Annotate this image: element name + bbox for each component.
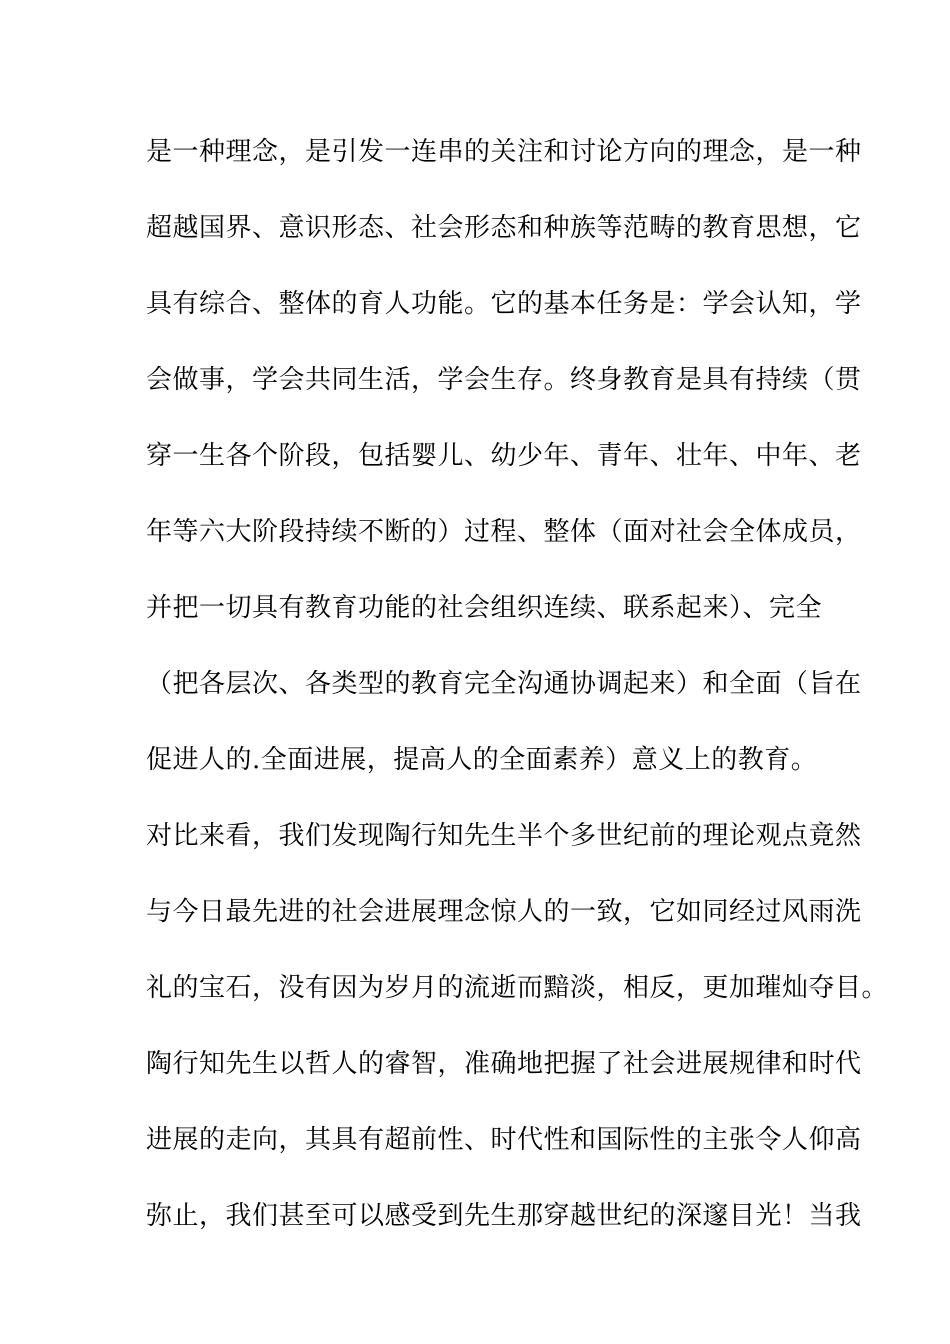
text-line: 是一种理念，是引发一连串的关注和讨论方向的理念，是一种 — [146, 137, 862, 167]
text-line: （把各层次、各类型的教育完全沟通协调起来）和全面（旨在 — [146, 669, 862, 699]
text-line: 穿一生各个阶段，包括婴儿、幼少年、青年、壮年、中年、老 — [146, 441, 862, 471]
body-text — [146, 132, 889, 1272]
text-line: 陶行知先生以哲人的睿智，准确地把握了社会进展规律和时代 — [146, 1049, 862, 1079]
text-line: 弥止，我们甚至可以感受到先生那穿越世纪的深邃目光！当我 — [146, 1201, 862, 1231]
text-line: 对比来看，我们发现陶行知先生半个多世纪前的理论观点竟然 — [146, 821, 862, 851]
text-line: 年等六大阶段持续不断的）过程、整体（面对社会全体成员， — [146, 517, 862, 547]
text-line: 与今日最先进的社会进展理念惊人的一致，它如同经过风雨洗 — [146, 897, 862, 927]
text-line: 礼的宝石，没有因为岁月的流逝而黯淡，相反，更加璀灿夺目。 — [146, 973, 889, 1003]
text-line: 会做事，学会共同生活，学会生存。终身教育是具有持续（贯 — [146, 365, 862, 395]
text-line: 并把一切具有教育功能的社会组织连续、联系起来）、完全 — [146, 593, 823, 623]
text-line: 超越国界、意识形态、社会形态和种族等范畴的教育思想，它 — [146, 213, 862, 243]
text-line: 具有综合、整体的育人功能。它的基本任务是：学会认知，学 — [146, 289, 862, 319]
text-line: 进展的走向，其具有超前性、时代性和国际性的主张令人仰高 — [146, 1125, 862, 1155]
text-line: 促进人的.全面进展，提高人的全面素养）意义上的教育。 — [146, 745, 818, 775]
